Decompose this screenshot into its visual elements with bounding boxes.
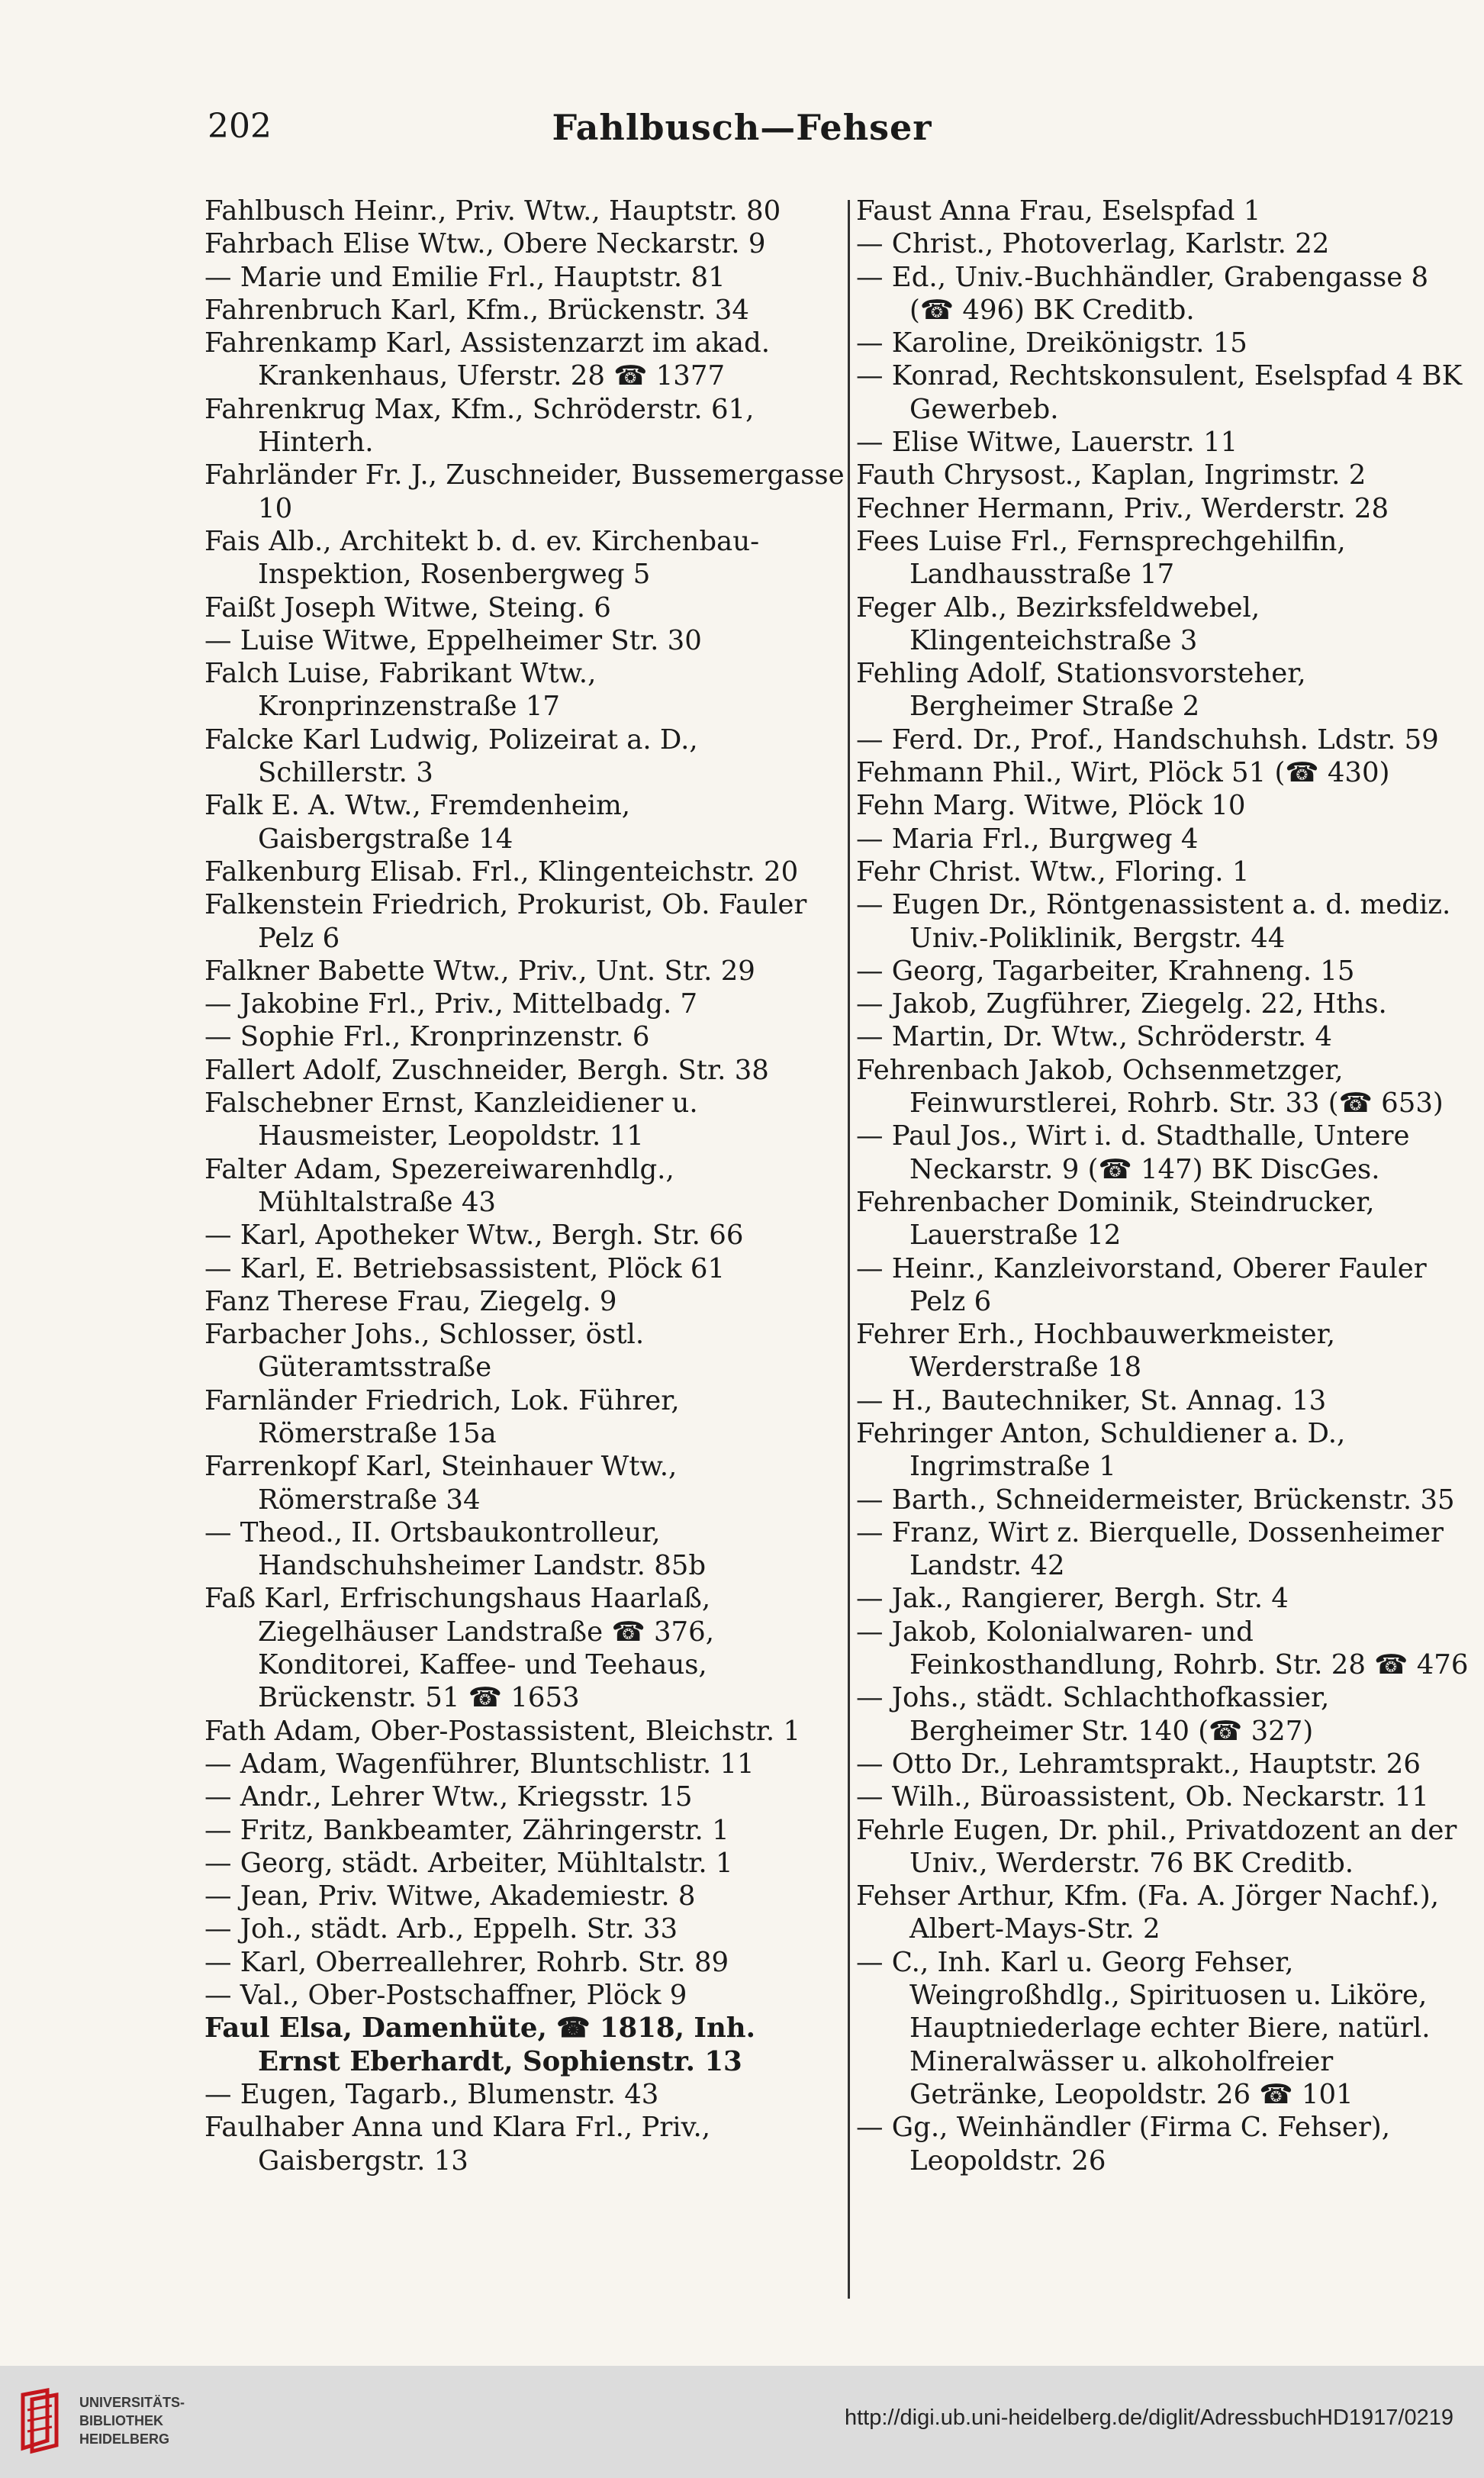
directory-entry: Fahrenkrug Max, Kfm., Schröderstr. 61, Hinterh. (204, 393, 755, 459)
footer-bar (0, 2366, 1484, 2478)
directory-entry: — Georg, Tagarbeiter, Krahneng. 15 (856, 955, 1355, 987)
directory-entry: Fahrenbruch Karl, Kfm., Brückenstr. 34 (204, 294, 749, 326)
directory-entry: — Georg, städt. Arbeiter, Mühltalstr. 1 (204, 1847, 733, 1879)
directory-entry: — Konrad, Rechtskonsulent, Eselspfad 4 BK Gewerbeb. (856, 360, 1463, 425)
directory-entry: — Eugen, Tagarb., Blumenstr. 43 (204, 2078, 659, 2110)
directory-entry: Fahrländer Fr. J., Zuschneider, Bussemergasse 10 (204, 459, 845, 524)
directory-entry: Fehmann Phil., Wirt, Plöck 51 (☎ 430) (856, 757, 1390, 789)
left-column (204, 195, 845, 2177)
directory-entry: Falkenstein Friedrich, Prokurist, Ob. Fauler Pelz 6 (204, 889, 807, 954)
directory-entry: — Adam, Wagenführer, Bluntschlistr. 11 (204, 1748, 755, 1780)
directory-entry: Falch Luise, Fabrikant Wtw., Kronprinzenstraße 17 (204, 658, 597, 723)
directory-entry: — H., Bautechniker, St. Annag. 13 (856, 1384, 1327, 1416)
directory-entry: — Karl, Oberreallehrer, Rohrb. Str. 89 (204, 1946, 729, 1978)
directory-entry: Farnländer Friedrich, Lok. Führer, Römerstraße 15a (204, 1384, 680, 1449)
directory-entry: — Otto Dr., Lehramtsprakt., Hauptstr. 26 (856, 1748, 1421, 1780)
directory-entry: Fahlbusch Heinr., Priv. Wtw., Hauptstr. 80 (204, 195, 781, 227)
directory-entry: — Luise Witwe, Eppelheimer Str. 30 (204, 624, 702, 656)
directory-entry: — C., Inh. Karl u. Georg Fehser, Weingroßhdlg., Spirituosen u. Liköre, Hauptniederlage echter Biere, natürl. Mineralwässer u. alkoholfreier Getränke, Leopoldstr. 26 ☎ 101 (856, 1946, 1431, 2110)
directory-entry: — Jakob, Kolonialwaren- und Feinkosthandlung, Rohrb. Str. 28 ☎ 476 (856, 1616, 1469, 1681)
directory-entry: Fehling Adolf, Stationsvorsteher, Bergheimer Straße 2 (856, 658, 1306, 723)
directory-entry: Falkner Babette Wtw., Priv., Unt. Str. 29 (204, 955, 755, 987)
directory-entry: Fehr Christ. Wtw., Floring. 1 (856, 856, 1250, 888)
directory-entry: Falcke Karl Ludwig, Polizeirat a. D., Schillerstr. 3 (204, 723, 698, 789)
directory-entry: Falschebner Ernst, Kanzleidiener u. Hausmeister, Leopoldstr. 11 (204, 1088, 698, 1152)
directory-entry: — Val., Ober-Postschaffner, Plöck 9 (204, 1980, 687, 2012)
directory-entry: Falter Adam, Spezereiwarenhdlg., Mühltalstraße 43 (204, 1153, 674, 1218)
directory-entry: Fahrbach Elise Wtw., Obere Neckarstr. 9 (204, 228, 766, 260)
library-line: HEIDELBERG (79, 2431, 170, 2447)
directory-entry: Fehrenbach Jakob, Ochsenmetzger, Feinwurstlerei, Rohrb. Str. 33 (☎ 653) (856, 1054, 1444, 1120)
column-divider (848, 200, 850, 2299)
directory-entry: Fehringer Anton, Schuldiener a. D., Ingrimstraße 1 (856, 1417, 1346, 1483)
library-name (79, 2393, 185, 2448)
directory-entry: — Ferd. Dr., Prof., Handschuhsh. Ldstr. 59 (856, 723, 1439, 756)
directory-entry: — Jak., Rangierer, Bergh. Str. 4 (856, 1583, 1289, 1615)
directory-entry: Fehrle Eugen, Dr. phil., Privatdozent an der Univ., Werderstr. 76 BK Creditb. (856, 1814, 1457, 1879)
page-number: 202 (208, 107, 272, 146)
directory-entry: Fehn Marg. Witwe, Plöck 10 (856, 790, 1246, 822)
directory-entry: Faulhaber Anna und Klara Frl., Priv., Gaisbergstr. 13 (204, 2112, 711, 2177)
directory-entry: — Martin, Dr. Wtw., Schröderstr. 4 (856, 1021, 1333, 1053)
directory-entry: — Christ., Photoverlag, Karlstr. 22 (856, 228, 1330, 260)
directory-entry: Falk E. A. Wtw., Fremdenheim, Gaisbergstraße 14 (204, 790, 631, 855)
directory-entry: Falkenburg Elisab. Frl., Klingenteichstr. 20 (204, 856, 799, 888)
directory-entry: Faust Anna Frau, Eselspfad 1 (856, 195, 1261, 227)
directory-entry: Faß Karl, Erfrischungshaus Haarlaß, Ziegelhäuser Landstraße ☎ 376, Konditorei, Kaffee- und Teehaus, Brückenstr. 51 ☎ 1653 (204, 1583, 714, 1714)
directory-entry: Faißt Joseph Witwe, Steing. 6 (204, 591, 611, 624)
directory-entry: Fanz Therese Frau, Ziegelg. 9 (204, 1285, 617, 1317)
library-logo-icon (17, 2387, 66, 2454)
directory-entry: Fees Luise Frl., Fernsprechgehilfin, Landhausstraße 17 (856, 525, 1346, 591)
directory-entry: — Andr., Lehrer Wtw., Kriegsstr. 15 (204, 1781, 693, 1813)
directory-entry: Fallert Adolf, Zuschneider, Bergh. Str. 38 (204, 1054, 769, 1086)
directory-entry: — Maria Frl., Burgweg 4 (856, 823, 1199, 855)
directory-entry: — Johs., städt. Schlachthofkassier, Bergheimer Str. 140 (☎ 327) (856, 1682, 1330, 1747)
directory-entry: — Jakob, Zugführer, Ziegelg. 22, Hths. (856, 988, 1387, 1020)
page-title: Fahlbusch—Fehser (552, 107, 932, 148)
source-url[interactable]: http://digi.ub.uni-heidelberg.de/diglit/AdressbuchHD1917/0219 (844, 2405, 1453, 2430)
directory-entry: Fechner Hermann, Priv., Werderstr. 28 (856, 492, 1389, 524)
directory-entry: Fehrer Erh., Hochbauwerkmeister, Werderstraße 18 (856, 1319, 1335, 1384)
directory-entry: — Jakobine Frl., Priv., Mittelbadg. 7 (204, 988, 698, 1020)
right-column (856, 195, 1474, 2177)
directory-entry: Farrenkopf Karl, Steinhauer Wtw., Römerstraße 34 (204, 1451, 678, 1516)
directory-entry: — Fritz, Bankbeamter, Zähringerstr. 1 (204, 1814, 729, 1846)
directory-entry: Fehser Arthur, Kfm. (Fa. A. Jörger Nachf.), Albert-Mays-Str. 2 (856, 1880, 1440, 1945)
directory-entry: — Elise Witwe, Lauerstr. 11 (856, 427, 1238, 459)
directory-entry: — Paul Jos., Wirt i. d. Stadthalle, Untere Neckarstr. 9 (☎ 147) BK DiscGes. (856, 1120, 1410, 1185)
library-line: BIBLIOTHEK (79, 2413, 163, 2428)
directory-entry: Faul Elsa, Damenhüte, ☎ 1818, Inh. Ernst Eberhardt, Sophienstr. 13 (204, 2012, 755, 2077)
directory-entry: — Eugen Dr., Röntgenassistent a. d. mediz. Univ.-Poliklinik, Bergstr. 44 (856, 889, 1451, 954)
directory-entry: — Franz, Wirt z. Bierquelle, Dossenheimer Landstr. 42 (856, 1516, 1444, 1582)
directory-entry: Fais Alb., Architekt b. d. ev. Kirchenbau-Inspektion, Rosenbergweg 5 (204, 525, 760, 591)
library-line: UNIVERSITÄTS- (79, 2395, 185, 2410)
directory-entry: — Marie und Emilie Frl., Hauptstr. 81 (204, 261, 726, 293)
directory-entry: — Karoline, Dreikönigstr. 15 (856, 327, 1247, 359)
directory-entry: — Gg., Weinhändler (Firma C. Fehser), Leopoldstr. 26 (856, 2112, 1391, 2177)
directory-entry: — Barth., Schneidermeister, Brückenstr. 35 (856, 1484, 1455, 1516)
directory-entry: — Karl, E. Betriebsassistent, Plöck 61 (204, 1252, 726, 1284)
directory-entry: — Joh., städt. Arb., Eppelh. Str. 33 (204, 1913, 678, 1945)
directory-entry: Fauth Chrysost., Kaplan, Ingrimstr. 2 (856, 459, 1367, 491)
directory-entry: Fath Adam, Ober-Postassistent, Bleichstr. 1 (204, 1715, 801, 1747)
directory-entry: — Ed., Univ.-Buchhändler, Grabengasse 8 (☎ 496) BK Creditb. (856, 261, 1429, 326)
directory-entry: Farbacher Johs., Schlosser, östl. Güteramtsstraße (204, 1319, 645, 1384)
directory-entry: — Wilh., Büroassistent, Ob. Neckarstr. 11 (856, 1781, 1429, 1813)
directory-entry: — Karl, Apotheker Wtw., Bergh. Str. 66 (204, 1220, 744, 1252)
directory-entry: — Sophie Frl., Kronprinzenstr. 6 (204, 1021, 650, 1053)
directory-entry: Fehrenbacher Dominik, Steindrucker, Lauerstraße 12 (856, 1186, 1375, 1252)
directory-entry: — Heinr., Kanzleivorstand, Oberer Fauler Pelz 6 (856, 1252, 1427, 1317)
directory-entry: — Jean, Priv. Witwe, Akademiestr. 8 (204, 1880, 696, 1912)
directory-entry: Feger Alb., Bezirksfeldwebel, Klingenteichstraße 3 (856, 591, 1260, 656)
directory-entry: Fahrenkamp Karl, Assistenzarzt im akad. Krankenhaus, Uferstr. 28 ☎ 1377 (204, 327, 771, 392)
directory-entry: — Theod., II. Ortsbaukontrolleur, Handschuhsheimer Landstr. 85b (204, 1516, 707, 1582)
